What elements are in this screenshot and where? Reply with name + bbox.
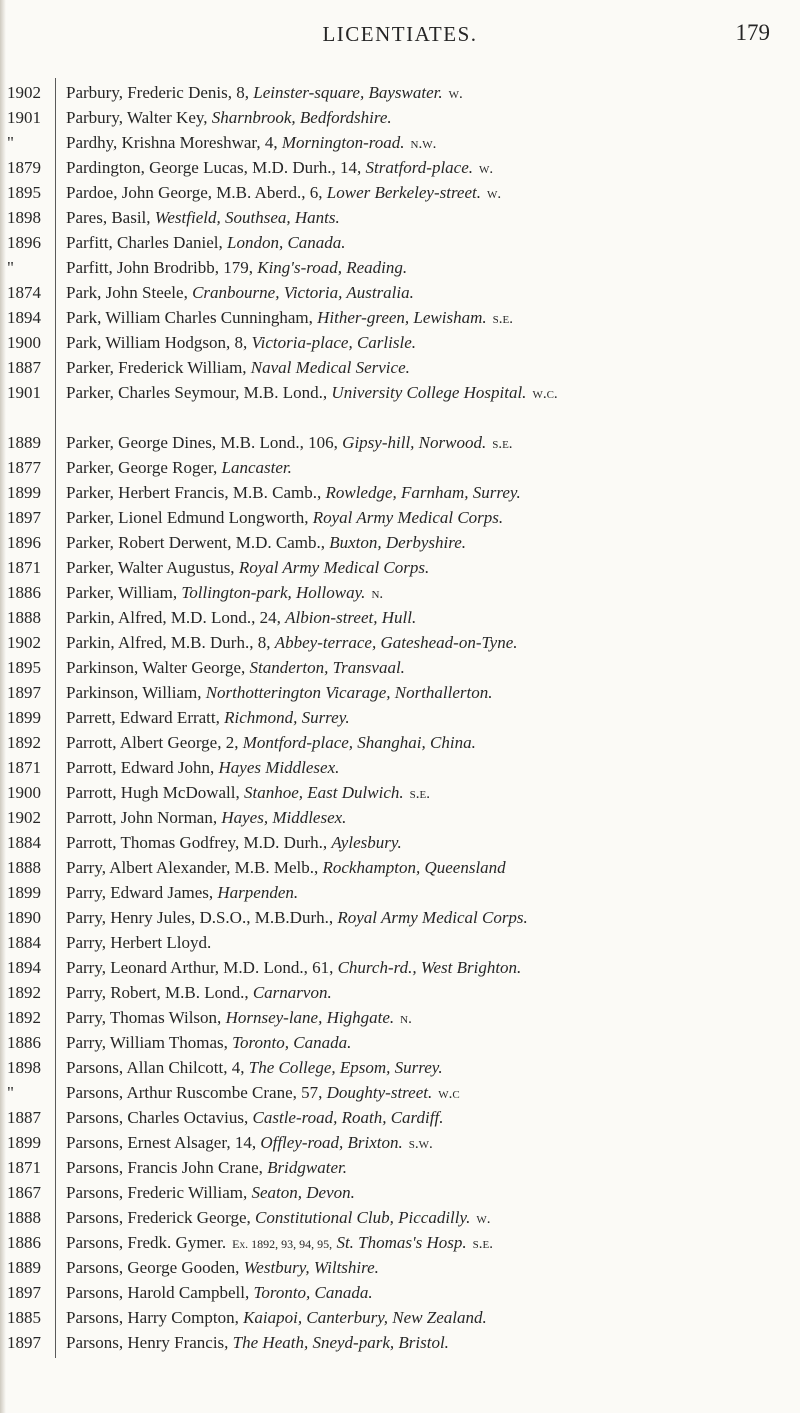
entry-district: n. bbox=[400, 1011, 412, 1027]
entry-name: Parry, Edward James, bbox=[66, 883, 214, 902]
entry-text bbox=[66, 1005, 780, 1032]
entry-year: 1896 bbox=[7, 533, 41, 552]
entry-name: Parry, Herbert Lloyd. bbox=[66, 933, 212, 952]
entry-name: Park, William Charles Cunningham, bbox=[66, 308, 313, 327]
entry-year: 1888 bbox=[7, 858, 41, 877]
entry-address: Royal Army Medical Corps. bbox=[312, 508, 504, 527]
entry-name: Park, William Hodgson, 8, bbox=[66, 333, 248, 352]
entry-year: 1901 bbox=[7, 383, 41, 402]
entry-address: Church-rd., West Brighton. bbox=[337, 958, 522, 977]
entry-year: 1886 bbox=[7, 1033, 41, 1052]
entry-address: Hornsey-lane, Highgate. bbox=[225, 1008, 395, 1027]
entry-address: The Heath, Sneyd-park, Bristol. bbox=[232, 1333, 449, 1352]
list-item bbox=[0, 780, 800, 805]
list-item bbox=[0, 730, 800, 755]
entry-text bbox=[66, 1280, 780, 1305]
entry-text bbox=[66, 255, 780, 280]
list-item bbox=[0, 455, 800, 480]
entry-text bbox=[66, 855, 780, 880]
entry-year: 1889 bbox=[7, 1258, 41, 1277]
entry-text bbox=[66, 355, 780, 380]
list-item bbox=[0, 1055, 800, 1080]
entry-year: 1897 bbox=[7, 1283, 41, 1302]
entry-text bbox=[66, 1255, 780, 1280]
entry-text bbox=[66, 480, 780, 505]
list-item bbox=[0, 530, 800, 555]
entry-address: Hayes, Middlesex. bbox=[221, 808, 347, 827]
entry-name: Parbury, Walter Key, bbox=[66, 108, 208, 127]
list-item bbox=[0, 255, 800, 280]
entry-year: 1884 bbox=[7, 933, 41, 952]
list-item bbox=[0, 1255, 800, 1280]
entry-name: Parker, George Dines, M.B. Lond., 106, bbox=[66, 433, 338, 452]
entry-year: 1884 bbox=[7, 833, 41, 852]
entry-address: Toronto, Canada. bbox=[253, 1283, 373, 1302]
entry-district: w. bbox=[448, 86, 463, 102]
list-item bbox=[0, 930, 800, 955]
entry-year: 1894 bbox=[7, 958, 41, 977]
entry-year: 1887 bbox=[7, 358, 41, 377]
entry-year: " bbox=[7, 1083, 14, 1102]
entry-district: w.c bbox=[438, 1086, 460, 1102]
entry-name: Parker, George Roger, bbox=[66, 458, 218, 477]
entry-address: Richmond, Surrey. bbox=[224, 708, 350, 727]
entry-text bbox=[66, 680, 780, 705]
entry-name: Parsons, Ernest Alsager, 14, bbox=[66, 1133, 257, 1152]
running-title: LICENTIATES. bbox=[322, 22, 478, 46]
entry-address: Leinster-square, Bayswater. bbox=[253, 83, 443, 102]
entry-name: Parkinson, William, bbox=[66, 683, 202, 702]
entry-address: Doughty-street. bbox=[326, 1083, 433, 1102]
list-item bbox=[0, 280, 800, 305]
entry-address: London, Canada. bbox=[227, 233, 346, 252]
entry-year: 1892 bbox=[7, 983, 41, 1002]
entry-year: 1886 bbox=[7, 583, 41, 602]
entry-district: w.c. bbox=[532, 386, 558, 402]
entry-text bbox=[66, 755, 780, 780]
list-item bbox=[0, 655, 800, 680]
entry-year: 1898 bbox=[7, 208, 41, 227]
entry-address: Albion-street, Hull. bbox=[285, 608, 417, 627]
entry-address: Aylesbury. bbox=[331, 833, 402, 852]
entry-text bbox=[66, 930, 780, 955]
entry-year: 1899 bbox=[7, 1133, 41, 1152]
entry-text bbox=[66, 1305, 780, 1330]
entry-text bbox=[66, 1205, 780, 1232]
entry-year: 1900 bbox=[7, 333, 41, 352]
entry-text bbox=[66, 305, 780, 332]
entry-name: Parker, William, bbox=[66, 583, 178, 602]
list-item bbox=[0, 830, 800, 855]
entry-text bbox=[66, 430, 780, 457]
entry-list bbox=[0, 80, 800, 1355]
entry-address: Tollington-park, Holloway. bbox=[181, 583, 366, 602]
entry-year: 1900 bbox=[7, 783, 41, 802]
entry-district: s.e. bbox=[472, 1236, 493, 1252]
entry-year: 1897 bbox=[7, 683, 41, 702]
entry-name: Parry, William Thomas, bbox=[66, 1033, 228, 1052]
entry-name: Parry, Thomas Wilson, bbox=[66, 1008, 222, 1027]
list-item bbox=[0, 855, 800, 880]
entry-text bbox=[66, 555, 780, 580]
entry-name: Parker, Walter Augustus, bbox=[66, 558, 235, 577]
entry-name: Parsons, George Gooden, bbox=[66, 1258, 240, 1277]
list-item bbox=[0, 580, 800, 605]
entry-address: Lower Berkeley-street. bbox=[326, 183, 482, 202]
list-item bbox=[0, 130, 800, 155]
list-item bbox=[0, 1330, 800, 1355]
entry-text bbox=[66, 105, 780, 130]
entry-text bbox=[66, 705, 780, 730]
entry-text bbox=[66, 530, 780, 555]
entry-text bbox=[66, 1080, 780, 1107]
entry-text bbox=[66, 1030, 780, 1055]
entry-text bbox=[66, 205, 780, 230]
list-item bbox=[0, 380, 800, 430]
entry-address: Montford-place, Shanghai, China. bbox=[242, 733, 476, 752]
entry-text bbox=[66, 1130, 780, 1157]
entry-text bbox=[66, 1330, 780, 1355]
entry-year: 1874 bbox=[7, 283, 41, 302]
entry-text bbox=[66, 905, 780, 930]
entry-district: w. bbox=[476, 1211, 491, 1227]
list-item bbox=[0, 805, 800, 830]
entry-address: Rockhampton, Queensland bbox=[322, 858, 506, 877]
entry-address: Royal Army Medical Corps. bbox=[337, 908, 528, 927]
entry-address: Castle-road, Roath, Cardiff. bbox=[252, 1108, 444, 1127]
entry-district: n. bbox=[371, 586, 384, 602]
entry-year: 1888 bbox=[7, 608, 41, 627]
entry-district: w. bbox=[487, 186, 502, 202]
entry-year: 1894 bbox=[7, 308, 41, 327]
entry-name: Pares, Basil, bbox=[66, 208, 151, 227]
entry-text bbox=[66, 80, 780, 107]
entry-name: Parsons, Frederic William, bbox=[66, 1183, 248, 1202]
entry-text bbox=[66, 280, 780, 305]
entry-name: Parsons, Francis John Crane, bbox=[66, 1158, 263, 1177]
list-item bbox=[0, 630, 800, 655]
entry-text bbox=[66, 980, 780, 1005]
entry-name: Parker, Robert Derwent, M.D. Camb., bbox=[66, 533, 325, 552]
entry-name: Parsons, Harry Compton, bbox=[66, 1308, 239, 1327]
entry-address: The College, Epsom, Surrey. bbox=[248, 1058, 443, 1077]
entry-address: Abbey-terrace, Gateshead-on-Tyne. bbox=[274, 633, 518, 652]
list-item bbox=[0, 905, 800, 930]
entry-text bbox=[66, 1230, 780, 1257]
entry-text bbox=[66, 730, 780, 755]
list-item bbox=[0, 1280, 800, 1305]
page-header bbox=[0, 20, 800, 50]
entry-text bbox=[66, 830, 780, 855]
entry-address: University College Hospital. bbox=[331, 383, 527, 402]
entry-text bbox=[66, 1155, 780, 1180]
entry-address: Victoria-place, Carlisle. bbox=[251, 333, 416, 352]
entry-exam-years: Ex. 1892, 93, 94, 95, bbox=[232, 1237, 333, 1251]
entry-text bbox=[66, 955, 780, 980]
entry-year: 1898 bbox=[7, 1058, 41, 1077]
list-item bbox=[0, 1105, 800, 1130]
entry-district: n.w. bbox=[410, 136, 437, 152]
list-item bbox=[0, 205, 800, 230]
entry-year: 1877 bbox=[7, 458, 41, 477]
list-item bbox=[0, 1305, 800, 1330]
entry-text bbox=[66, 455, 780, 480]
entry-address: Stanhoe, East Dulwich. bbox=[244, 783, 404, 802]
entry-name: Parrett, Edward Erratt, bbox=[66, 708, 220, 727]
entry-name: Parry, Henry Jules, D.S.O., M.B.Durh., bbox=[66, 908, 334, 927]
list-item bbox=[0, 980, 800, 1005]
entry-year: 1889 bbox=[7, 433, 41, 452]
list-item bbox=[0, 955, 800, 980]
entry-address: St. Thomas's Hosp. bbox=[336, 1233, 467, 1252]
entry-name: Parsons, Fredk. Gymer. bbox=[66, 1233, 227, 1252]
entry-name: Parker, Charles Seymour, M.B. Lond., bbox=[66, 383, 328, 402]
list-item bbox=[0, 1230, 800, 1255]
entry-address: Toronto, Canada. bbox=[232, 1033, 352, 1052]
entry-year: 1897 bbox=[7, 508, 41, 527]
entry-year: 1867 bbox=[7, 1183, 41, 1202]
entry-text bbox=[66, 1055, 780, 1080]
entry-address: Offley-road, Brixton. bbox=[260, 1133, 403, 1152]
entry-year: 1902 bbox=[7, 633, 41, 652]
entry-text bbox=[66, 155, 780, 182]
entry-text bbox=[66, 230, 780, 255]
entry-name: Parry, Robert, M.B. Lond., bbox=[66, 983, 249, 1002]
entry-name: Parsons, Charles Octavius, bbox=[66, 1108, 249, 1127]
list-item bbox=[0, 505, 800, 530]
entry-year: 1890 bbox=[7, 908, 41, 927]
list-item bbox=[0, 305, 800, 330]
list-item bbox=[0, 105, 800, 130]
entry-text bbox=[66, 655, 780, 680]
entry-name: Pardoe, John George, M.B. Aberd., 6, bbox=[66, 183, 323, 202]
entry-name: Parfitt, Charles Daniel, bbox=[66, 233, 223, 252]
entry-district: s.w. bbox=[408, 1136, 433, 1152]
entry-district: s.e. bbox=[409, 786, 430, 802]
entry-name: Parkin, Alfred, M.B. Durh., 8, bbox=[66, 633, 271, 652]
page-number: 179 bbox=[735, 20, 770, 45]
entry-address: Seaton, Devon. bbox=[251, 1183, 355, 1202]
entry-address: Gipsy-hill, Norwood. bbox=[342, 433, 487, 452]
entry-name: Parrott, Albert George, 2, bbox=[66, 733, 239, 752]
entry-year: 1899 bbox=[7, 883, 41, 902]
entry-text bbox=[66, 580, 780, 607]
entry-district: s.e. bbox=[492, 311, 513, 327]
list-item bbox=[0, 1155, 800, 1180]
entry-year: " bbox=[7, 258, 14, 277]
entry-name: Parry, Leonard Arthur, M.D. Lond., 61, bbox=[66, 958, 334, 977]
list-item bbox=[0, 355, 800, 380]
list-item bbox=[0, 1030, 800, 1055]
entry-text bbox=[66, 1180, 780, 1205]
entry-address: Hither-green, Lewisham. bbox=[317, 308, 487, 327]
list-item bbox=[0, 1130, 800, 1155]
list-item bbox=[0, 330, 800, 355]
entry-name: Parbury, Frederic Denis, 8, bbox=[66, 83, 250, 102]
list-item bbox=[0, 755, 800, 780]
entry-text bbox=[66, 180, 780, 207]
entry-text bbox=[66, 880, 780, 905]
entry-text bbox=[66, 505, 780, 530]
entry-year: 1885 bbox=[7, 1308, 41, 1327]
entry-address: Royal Army Medical Corps. bbox=[238, 558, 430, 577]
entry-text bbox=[66, 805, 780, 830]
entry-name: Parsons, Allan Chilcott, 4, bbox=[66, 1058, 245, 1077]
entry-name: Park, John Steele, bbox=[66, 283, 188, 302]
entry-year: 1887 bbox=[7, 1108, 41, 1127]
list-item bbox=[0, 680, 800, 705]
entry-address: Northotterington Vicarage, Northallerton. bbox=[205, 683, 493, 702]
list-item bbox=[0, 1080, 800, 1105]
entry-address: Westfield, Southsea, Hants. bbox=[154, 208, 340, 227]
entry-text bbox=[66, 130, 780, 157]
entry-text bbox=[66, 1105, 780, 1130]
entry-year: 1879 bbox=[7, 158, 41, 177]
list-item bbox=[0, 80, 800, 105]
entry-name: Parkinson, Walter George, bbox=[66, 658, 246, 677]
entry-address: Sharnbrook, Bedfordshire. bbox=[211, 108, 392, 127]
entry-name: Parsons, Frederick George, bbox=[66, 1208, 251, 1227]
entry-year: 1895 bbox=[7, 658, 41, 677]
entry-year: 1897 bbox=[7, 1333, 41, 1352]
list-item bbox=[0, 605, 800, 630]
entry-address: King's-road, Reading. bbox=[257, 258, 408, 277]
entry-address: Rowledge, Farnham, Surrey. bbox=[325, 483, 521, 502]
list-item bbox=[0, 555, 800, 580]
list-item bbox=[0, 1205, 800, 1230]
entry-district: w. bbox=[479, 161, 494, 177]
entry-address: Westbury, Wiltshire. bbox=[243, 1258, 379, 1277]
list-item bbox=[0, 480, 800, 505]
list-item bbox=[0, 880, 800, 905]
entry-name: Parry, Albert Alexander, M.B. Melb., bbox=[66, 858, 319, 877]
list-item bbox=[0, 230, 800, 255]
list-item bbox=[0, 430, 800, 455]
entry-address: Bridgwater. bbox=[267, 1158, 347, 1177]
entry-name: Parfitt, John Brodribb, 179, bbox=[66, 258, 253, 277]
entry-year: 1886 bbox=[7, 1233, 41, 1252]
entry-year: 1871 bbox=[7, 758, 41, 777]
entry-name: Parsons, Arthur Ruscombe Crane, 57, bbox=[66, 1083, 323, 1102]
entry-address: Hayes Middlesex. bbox=[218, 758, 340, 777]
entry-year: 1901 bbox=[7, 108, 41, 127]
entry-address: Standerton, Transvaal. bbox=[249, 658, 405, 677]
entry-address: Kaiapoi, Canterbury, New Zealand. bbox=[243, 1308, 487, 1327]
entry-year: 1888 bbox=[7, 1208, 41, 1227]
list-item bbox=[0, 180, 800, 205]
list-item bbox=[0, 1005, 800, 1030]
entry-name: Parsons, Harold Campbell, bbox=[66, 1283, 250, 1302]
entry-name: Pardhy, Krishna Moreshwar, 4, bbox=[66, 133, 278, 152]
entry-year: 1871 bbox=[7, 1158, 41, 1177]
entry-text bbox=[66, 630, 780, 655]
entry-year: 1902 bbox=[7, 83, 41, 102]
entry-year: 1899 bbox=[7, 483, 41, 502]
entry-address: Mornington-road. bbox=[281, 133, 405, 152]
entry-address: Lancaster. bbox=[221, 458, 292, 477]
entry-year: 1892 bbox=[7, 733, 41, 752]
entry-name: Parrott, Edward John, bbox=[66, 758, 215, 777]
entry-name: Parrott, Hugh McDowall, bbox=[66, 783, 240, 802]
entry-name: Parsons, Henry Francis, bbox=[66, 1333, 229, 1352]
list-item bbox=[0, 155, 800, 180]
entry-address: Carnarvon. bbox=[252, 983, 332, 1002]
entry-text bbox=[66, 605, 780, 630]
entry-address: Harpenden. bbox=[217, 883, 299, 902]
entry-name: Pardington, George Lucas, M.D. Durh., 14, bbox=[66, 158, 362, 177]
entry-name: Parrott, John Norman, bbox=[66, 808, 218, 827]
entry-address: Cranbourne, Victoria, Australia. bbox=[192, 283, 414, 302]
entry-year: 1895 bbox=[7, 183, 41, 202]
entry-text bbox=[66, 780, 780, 807]
entry-name: Parker, Herbert Francis, M.B. Camb., bbox=[66, 483, 322, 502]
entry-address: Naval Medical Service. bbox=[250, 358, 410, 377]
entry-address: Constitutional Club, Piccadilly. bbox=[255, 1208, 471, 1227]
entry-year: 1899 bbox=[7, 708, 41, 727]
entry-name: Parker, Frederick William, bbox=[66, 358, 247, 377]
entry-year: 1892 bbox=[7, 1008, 41, 1027]
entry-text bbox=[66, 330, 780, 355]
entry-year: 1902 bbox=[7, 808, 41, 827]
entry-address: Buxton, Derbyshire. bbox=[329, 533, 466, 552]
entry-year: 1896 bbox=[7, 233, 41, 252]
entry-name: Parkin, Alfred, M.D. Lond., 24, bbox=[66, 608, 281, 627]
entry-name: Parrott, Thomas Godfrey, M.D. Durh., bbox=[66, 833, 328, 852]
entry-district: s.e. bbox=[492, 436, 513, 452]
list-item bbox=[0, 705, 800, 730]
entry-name: Parker, Lionel Edmund Longworth, bbox=[66, 508, 309, 527]
list-item bbox=[0, 1180, 800, 1205]
entry-year: " bbox=[7, 133, 14, 152]
entry-text bbox=[66, 380, 780, 407]
entry-address: Stratford-place. bbox=[365, 158, 474, 177]
entry-year: 1871 bbox=[7, 558, 41, 577]
